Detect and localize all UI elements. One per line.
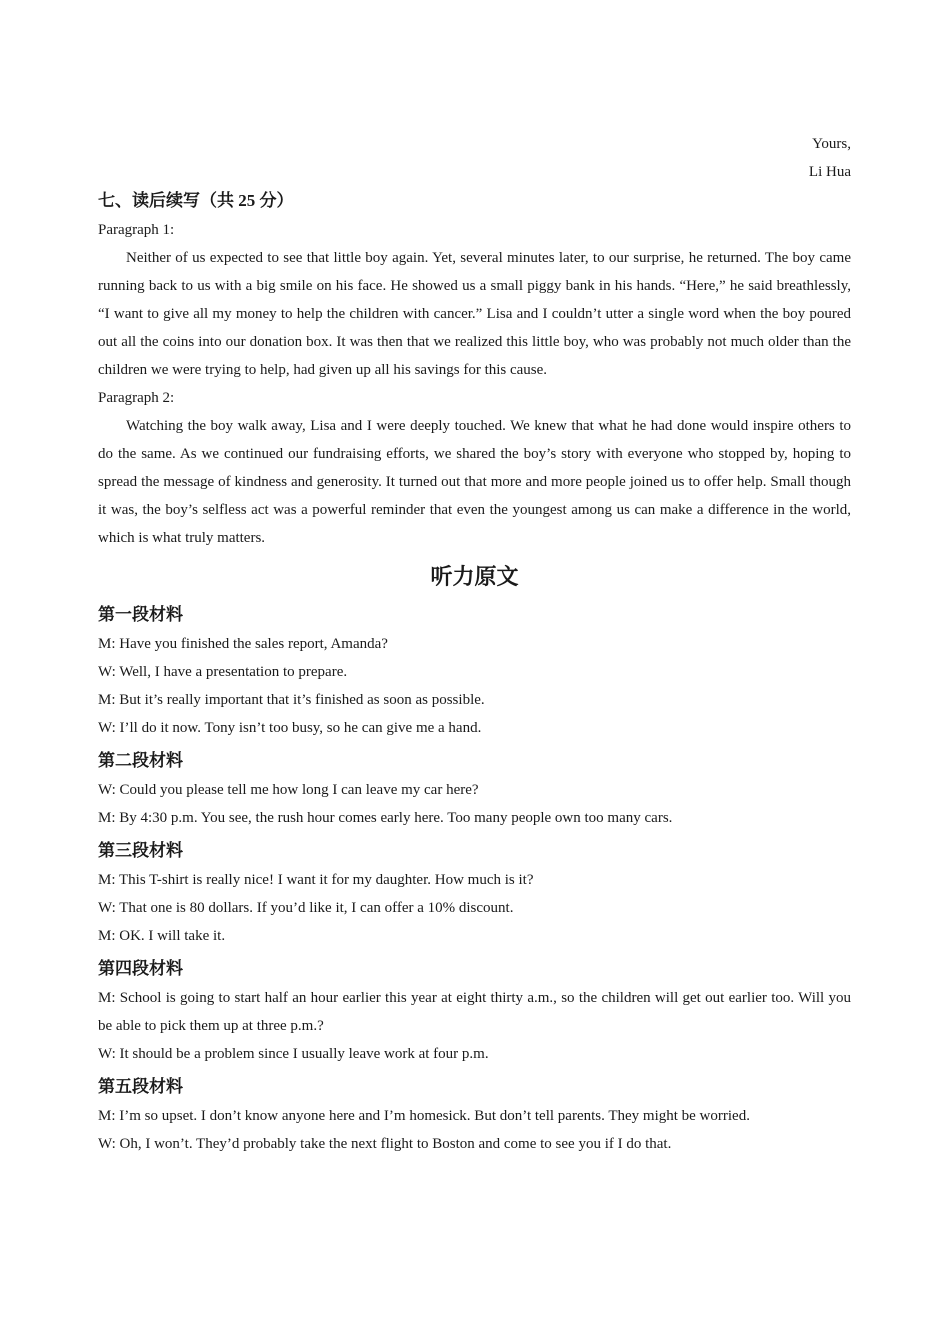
dialogue-line: W: Well, I have a presentation to prepare. — [98, 664, 348, 680]
material-4 — [98, 954, 851, 1068]
dialogue-line: W: It should be a problem since I usually leave work at four p.m. — [98, 1046, 489, 1062]
dialogue-line: W: That one is 80 dollars. If you’d like it, I can offer a 10% discount. — [98, 900, 514, 916]
paragraph-2-label: Paragraph 2: — [98, 390, 175, 406]
listening-transcript-title: 听力原文 — [430, 564, 519, 589]
dialogue-line: W: Oh, I won’t. They’d probably take the next flight to Boston and come to see you if I do that. — [98, 1136, 672, 1152]
dialogue-line: M: But it’s really important that it’s finished as soon as possible. — [98, 692, 485, 708]
paragraph-1-text: Neither of us expected to see that little boy again. Yet, several minutes later, to our surprise, he returned. The boy came running back to us with a big smile on his face. He showed us a small piggy bank in his hands. “Here,” he said breathlessly, “I want to give all my money to help the children with cancer.” Lisa and I couldn’t utter a single word when the boy poured out all the coins into our donation box. It was then that we realized this little boy, who was probably not much older than the children we were trying to help, had given up all his savings for this cause. — [98, 250, 851, 378]
document-page — [98, 130, 851, 1158]
material-1 — [98, 600, 851, 742]
dialogue-line: M: School is going to start half an hour earlier this year at eight thirty a.m., so the children will get out earlier too. Will you be able to pick them up at three p.m.? — [98, 990, 851, 1034]
dialogue-line: M: OK. I will take it. — [98, 928, 226, 944]
material-heading: 第一段材料 — [98, 605, 183, 624]
material-2 — [98, 746, 851, 832]
section-7-heading: 七、读后续写（共 25 分） — [98, 191, 294, 210]
material-heading: 第二段材料 — [98, 751, 183, 770]
dialogue-line: W: I’ll do it now. Tony isn’t too busy, so he can give me a hand. — [98, 720, 482, 736]
material-heading: 第三段材料 — [98, 841, 183, 860]
paragraph-2-text: Watching the boy walk away, Lisa and I were deeply touched. We knew that what he had done would inspire others to do the same. As we continued our fundraising efforts, we shared the boy’s story with everyone who stopped by, hoping to spread the message of kindness and generosity. It turned out that more and more people joined us to offer help. Small though it was, the boy’s selfless act was a powerful reminder that even the youngest among us can make a difference in the world, which is what truly matters. — [98, 418, 851, 546]
dialogue-line: W: Could you please tell me how long I can leave my car here? — [98, 782, 479, 798]
letter-closing — [98, 130, 851, 186]
material-heading: 第四段材料 — [98, 959, 183, 978]
closing-yours: Yours, — [812, 136, 851, 152]
dialogue-line: M: I’m so upset. I don’t know anyone here and I’m homesick. But don’t tell parents. They might be worried. — [98, 1108, 750, 1124]
material-heading: 第五段材料 — [98, 1077, 183, 1096]
paragraph-1-label: Paragraph 1: — [98, 222, 175, 238]
dialogue-line: M: By 4:30 p.m. You see, the rush hour comes early here. Too many people own too many cars. — [98, 810, 673, 826]
material-3 — [98, 836, 851, 950]
dialogue-line: M: Have you finished the sales report, Amanda? — [98, 636, 388, 652]
material-5 — [98, 1072, 851, 1158]
dialogue-line: M: This T-shirt is really nice! I want it for my daughter. How much is it? — [98, 872, 534, 888]
closing-signature: Li Hua — [808, 164, 851, 180]
